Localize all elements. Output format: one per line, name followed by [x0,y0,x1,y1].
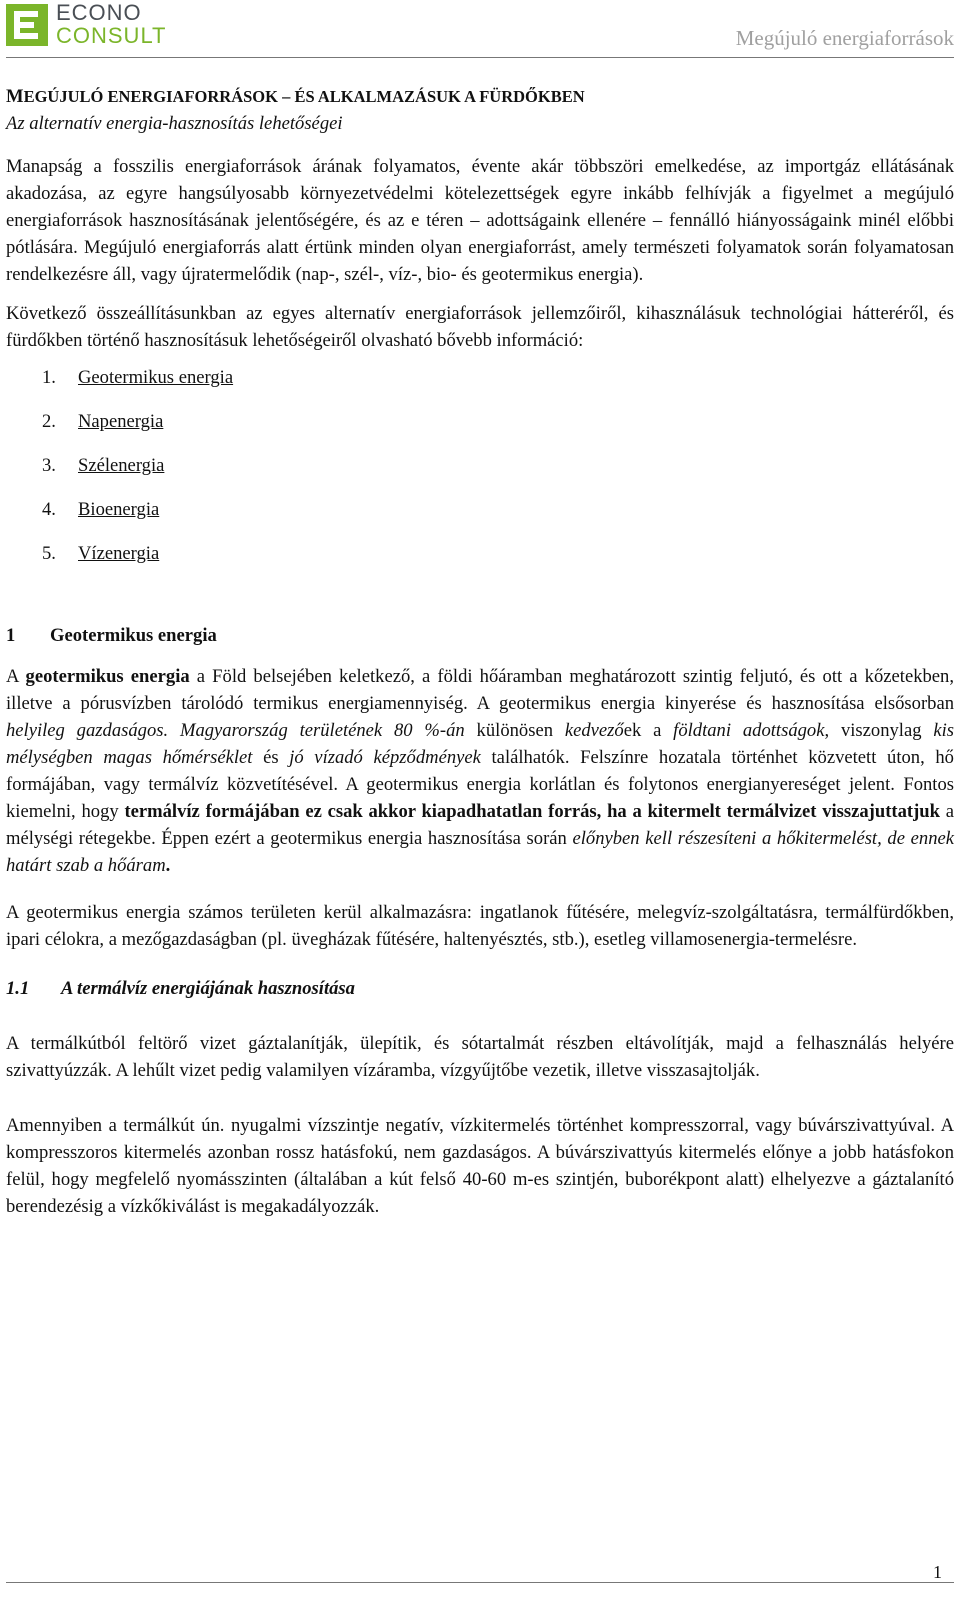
bold-run: termálvíz formájában ez csak akkor kiapadhatatlan forrás, ha a kitermelt termálvizet visszajuttatjuk [124,801,940,822]
section-number: 1 [6,625,16,646]
toc-number: 5. [42,543,56,564]
italic-run: helyileg gazdaságos. Magyarország területének 80 %-án [6,720,465,741]
section-heading-1 [6,622,954,649]
section1-paragraph-1 [6,663,954,879]
logo-e-icon [6,4,48,46]
title-initial: M [6,86,24,107]
toc-number: 1. [42,367,56,388]
text-run: és [252,747,290,768]
toc-number: 4. [42,499,56,520]
section11-paragraph-2: Amennyiben a termálkút ún. nyugalmi vízszintje negatív, vízkitermelés történhet kompresszorral, vagy búvárszivattyúval. A kompresszoros kitermelés azonban rossz hatásfokú, nem gazdaságos. A búvárszivattyús kitermelés előnye a jobb hatásfokon felül, hogy megfelelő nyomásszinten (általában a kút felső 40-60 m-es szintjén, buborékpont alatt) elhelyezve a gáztalanító berendezésig a vízkőkiválást is megakadályozzák. [6,1115,954,1217]
running-header-title: Megújuló energiaforrások [735,26,954,50]
italic-run: jó vízadó képződmények [289,747,481,768]
toc-link-vizenergia[interactable]: Vízenergia [78,543,160,564]
toc-number: 3. [42,455,56,476]
bold-run: . [165,855,171,876]
page-number: 1 [933,1562,942,1582]
intro-paragraph-1: Manapság a fosszilis energiaforrások árának folyamatos, évente akár többszöri emelkedése, az importgáz ellátásának akadozása, az egyre hangsúlyosabb környezetvédelmi kötelezettségek egyre inkább felhívják a figyelmet a megújuló energiaforrások hasznosításának jelentőségére, és az e téren – adottságaink ellenére – fennálló hiányosságaink minél előbbi pótlására. Megújuló energiaforrás alatt értünk minden olyan energiaforrást, amely természeti folyamatok során folyamatosan rendelkezésre áll, vagy újratermelődik (nap-, szél-, víz-, bio- és geotermikus energia). [6,156,954,285]
page-header [0,0,960,56]
italic-run: kis mélységben magas hőmérséklet [6,720,955,768]
logo-text-econo: ECONO [56,0,142,25]
toc-number: 2. [42,411,56,432]
text-run: különösen [464,720,565,741]
italic-run: földtani adottságok [673,720,825,741]
text-run: a mélységi rétegekbe. Éppen ezért a geotermikus energia hasznosítása során [6,801,954,849]
econoconsult-logo [6,2,176,48]
table-of-contents [6,364,954,584]
text-run: találhatók. Felszínre hozatala történhet közvetett úton, hő formájában, vagy termálvíz közvetítésével. A geotermikus energia korlátlan és folytonos energianyereséget jelent. Fontos kiemelni, hogy [6,747,954,822]
section-title: Geotermikus energia [50,625,217,646]
subsection-number: 1.1 [6,978,30,999]
toc-link-geotermikus[interactable]: Geotermikus energia [78,367,234,388]
title-rest: EGÚJULÓ ENERGIAFORRÁSOK – ÉS ALKALMAZÁSUK A FÜRDŐKBEN [23,87,585,106]
toc-item [6,540,954,584]
text-run: A [6,666,26,687]
text-run: a Föld belsejében keletkező, a földi hőáramban meghatározott szintig feljutó, és ott a kőzetekben, illetve a pórusvízben tárolódó termikus energiamennyiség. A geotermikus energia kinyerése és hasznosítása elsősorban [6,666,954,714]
section11-paragraph-1: A termálkútból feltörő vizet gáztalanítják, ülepítik, és sótartalmát részben eltávolítják, majd a felhasználás helyére szivattyúzzák. A lehűlt vizet pedig valamilyen vízáramba, vízgyűjtőbe vezetik, illetve visszasajtolják. [6,1033,954,1081]
section1-paragraph-2: A geotermikus energia számos területen kerül alkalmazásra: ingatlanok fűtésére, melegvíz-szolgáltatásra, termálfürdőkben, ipari célokra, a mezőgazdaságban (pl. üvegházak fűtésére, haltenyésztés, stb.), esetleg villamosenergia-termelésre. [6,902,954,950]
toc-item [6,452,954,496]
toc-item [6,496,954,540]
text-run: , viszonylag [824,720,934,741]
toc-item [6,408,954,452]
toc-link-napenergia[interactable]: Napenergia [78,411,164,432]
document-title [6,84,954,110]
subsection-heading-1-1 [6,975,954,1002]
toc-link-bioenergia[interactable]: Bioenergia [78,499,160,520]
italic-run: kedvező [564,720,624,741]
document-body [6,84,954,1230]
toc-link-szelenergia[interactable]: Szélenergia [78,455,165,476]
text-run: ek a [623,720,674,741]
document-subtitle: Az alternatív energia-hasznosítás lehetőségei [6,113,343,134]
bold-run: geotermikus energia [25,666,190,687]
footer-rule [6,1582,954,1583]
italic-run: előnyben kell részesíteni a hőkitermelést, de ennek határt szab a hőáram [6,828,954,876]
subsection-title: A termálvíz energiájának hasznosítása [61,978,355,999]
toc-item [6,364,954,408]
logo-text-consult: CONSULT [56,23,167,48]
header-rule [6,57,954,58]
intro-paragraph-2: Következő összeállításunkban az egyes alternatív energiaforrások jellemzőiről, kihasználásuk technológiai hátteréről, és fürdőkben történő hasznosításuk lehetőségeiről olvasható bővebb információ: [6,303,954,351]
